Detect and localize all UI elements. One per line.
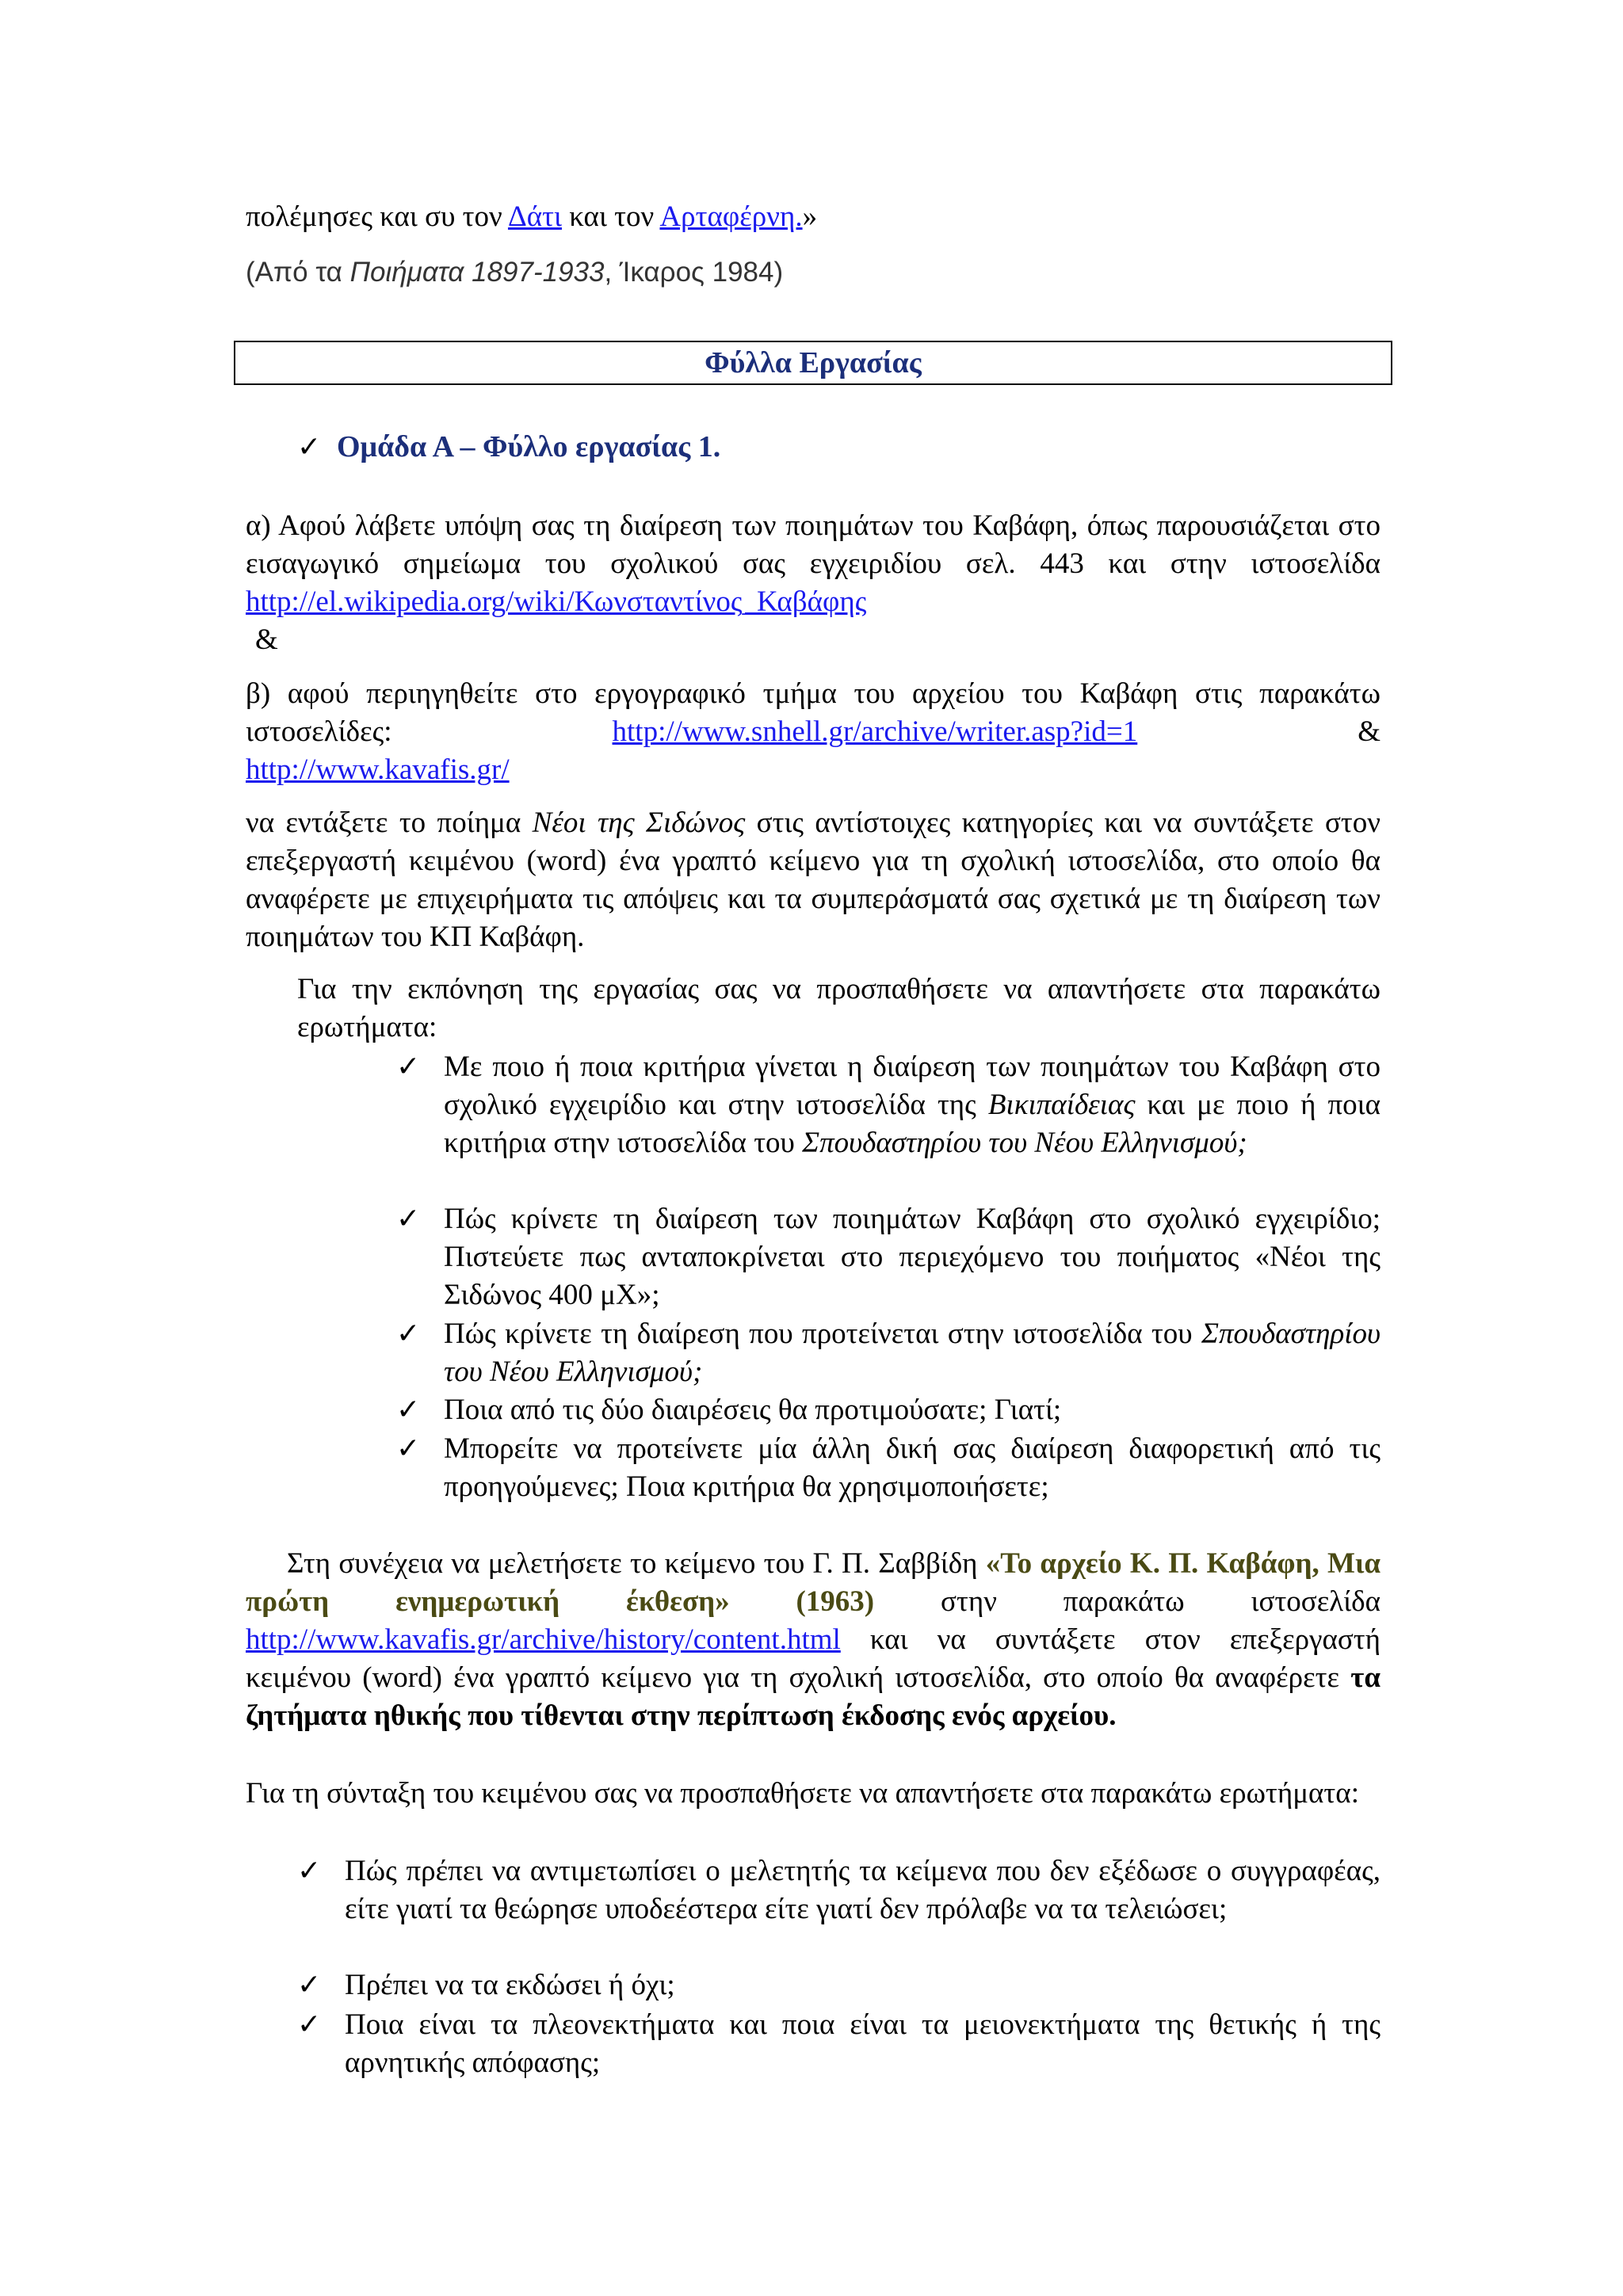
list-item-text: Ποια είναι τα πλεονεκτήματα και ποια είναι τα μειονεκτήματα της θετικής ή της αρνητικής απόφασης; xyxy=(345,2008,1381,2079)
list-item-text xyxy=(436,1200,1381,1314)
text-span: Με ποιο ή ποια κριτήρια γίνεται η διαίρεση των ποιημάτων του Καβάφη στο σχολικό εγχειρίδιο και στην ιστοσελίδα της xyxy=(444,1051,1381,1121)
article-title: «Το αρχείο Κ. Π. Καβάφη, Μια πρώτη ενημερωτική έκθεση» (1963) xyxy=(246,1547,1381,1618)
paragraph-d: Για την εκπόνηση της εργασίας σας να προσπαθήσετε να απαντήσετε στα παρακάτω ερωτήματα: xyxy=(297,973,1381,1043)
text-span: και να συντάξετε στον επεξεργαστή κειμένου (word) ένα γραπτό κείμενο για τη σχολική ιστοσελίδα, στο οποίο θα αναφέρετε xyxy=(246,1623,1381,1694)
list-item-text: Πώς πρέπει να αντιμετωπίσει ο μελετητής τα κείμενα που δεν εξέδωσε ο συγγραφέας, είτε γιατί τα θεώρησε υποδεέστερα είτε γιατί δεν πρόλαβε να τα τελειώσει; xyxy=(345,1855,1381,1925)
text-span: Στη συνέχεια να μελετήσετε το κείμενο του Γ. Π. Σαββίδη xyxy=(287,1547,986,1580)
text-span: β) αφού περιηγηθείτε στο εργογραφικό τμήμα του αρχείου του Καβάφη στις παρακάτω ιστοσελίδες: xyxy=(246,677,1381,748)
list-item-text xyxy=(436,1391,1381,1429)
list-item-text xyxy=(436,1315,1381,1391)
section-title: Φύλλα Εργασίας xyxy=(705,346,922,379)
list-item xyxy=(297,1966,1381,2004)
paragraph-a xyxy=(246,507,1381,621)
checkmark-icon: ✓ xyxy=(297,1855,322,1887)
list-item xyxy=(396,1315,1381,1391)
checkmark-icon: ✓ xyxy=(396,1203,421,1235)
section-title-box xyxy=(234,341,1392,385)
checkmark-icon: ✓ xyxy=(297,431,322,463)
paragraph-b xyxy=(246,675,1381,789)
paragraph-c xyxy=(246,804,1381,956)
list-item xyxy=(396,1430,1381,1506)
bold-text: τα ζητήματα ηθικής που τίθενται στην περίπτωση έκδοσης ενός αρχείου. xyxy=(246,1661,1381,1732)
paragraph-e xyxy=(246,1545,1381,1735)
checkmark-icon: ✓ xyxy=(396,1432,421,1465)
text-span: πολέμησες και συ τον xyxy=(246,200,508,233)
checkmark-icon: ✓ xyxy=(297,1969,322,2001)
em-text: Σπουδαστηρίου του Νέου Ελληνισμού; xyxy=(444,1318,1381,1388)
link-artaferni[interactable]: Αρταφέρνη. xyxy=(659,200,803,233)
text-span: (Από τα xyxy=(246,257,350,288)
link-wikipedia[interactable]: http://el.wikipedia.org/wiki/Κωνσταντίνος_Καβάφης xyxy=(246,585,867,618)
poem-closing-line xyxy=(246,198,1395,236)
list-item xyxy=(297,1852,1381,1928)
paragraph-f: Για τη σύνταξη του κειμένου σας να προσπαθήσετε να απαντήσετε στα παρακάτω ερωτήματα: xyxy=(246,1777,1359,1810)
list-item-text xyxy=(436,1430,1381,1506)
text-span: Μπορείτε να προτείνετε μία άλλη δική σας διαίρεση διαφορετική από τις προηγούμενες; Ποια κριτήρια θα χρησιμοποιήσετε; xyxy=(444,1432,1381,1503)
text-span: στις αντίστοιχες κατηγορίες και να συντάξετε στον επεξεργαστή κειμένου (word) ένα γραπτό κείμενο για τη σχολική ιστοσελίδα, στο οποίο θα αναφέρετε με επιχειρήματα τις απόψεις και τα συμπεράσματά σας σχετικά με τη διαίρεση των ποιημάτων του ΚΠ Καβάφη. xyxy=(246,807,1381,953)
checkmark-icon: ✓ xyxy=(396,1394,421,1426)
group-heading xyxy=(297,428,1391,467)
checkmark-icon: ✓ xyxy=(396,1051,421,1083)
em-text: Βικιπαίδειας xyxy=(987,1089,1136,1121)
list-item xyxy=(396,1200,1381,1314)
source-title: Ποιήματα 1897-1933 xyxy=(349,257,605,288)
link-snhell[interactable]: http://www.snhell.gr/archive/writer.asp?id=1 xyxy=(612,715,1138,748)
checkmark-icon: ✓ xyxy=(396,1318,421,1350)
list-item-text xyxy=(436,1048,1381,1162)
text-span: , Ίκαρος 1984) xyxy=(604,257,784,288)
text-span: α) Αφού λάβετε υπόψη σας τη διαίρεση των ποιημάτων του Καβάφη, όπως παρουσιάζεται στο εισαγωγικό σημείωμα του σχολικού σας εγχειριδίου σελ. 443 και στην ιστοσελίδα xyxy=(246,509,1381,580)
em-text: Σπουδαστηρίου του Νέου Ελληνισμού; xyxy=(802,1127,1247,1159)
paragraph-b-text xyxy=(246,675,1381,751)
text-span: και τον xyxy=(561,200,660,233)
link-kavafis[interactable]: http://www.kavafis.gr/ xyxy=(246,753,510,786)
group-heading-text: Ομάδα Α – Φύλλο εργασίας 1. xyxy=(337,430,721,463)
text-span: να εντάξετε το ποίημα xyxy=(246,807,533,839)
ampersand: & xyxy=(255,624,278,656)
link-kavafis-archive[interactable]: http://www.kavafis.gr/archive/history/content.html xyxy=(246,1623,841,1656)
list-item xyxy=(297,2006,1381,2082)
text-span: Πώς κρίνετε τη διαίρεση που προτείνεται στην ιστοσελίδα του xyxy=(444,1318,1201,1350)
checkmark-icon: ✓ xyxy=(297,2008,322,2041)
list-item xyxy=(396,1048,1381,1162)
text-span: Πώς κρίνετε τη διαίρεση των ποιημάτων Καβάφη στο σχολικό εγχειρίδιο; Πιστεύετε πως ανταποκρίνεται στο περιεχόμενο του ποιήματος «Νέοι της Σιδώνος 400 μΧ»; xyxy=(444,1203,1381,1311)
list-item-text: Πρέπει να τα εκδώσει ή όχι; xyxy=(345,1969,675,2001)
source-citation xyxy=(246,254,1395,292)
text-span: & xyxy=(1137,715,1381,748)
text-span: και με ποιο ή ποια κριτήρια στην ιστοσελίδα του xyxy=(444,1089,1381,1159)
text-span: στην παρακάτω ιστοσελίδα xyxy=(874,1585,1381,1618)
text-span: Ποια από τις δύο διαιρέσεις θα προτιμούσατε; Γιατί; xyxy=(444,1394,1062,1426)
link-dati[interactable]: Δάτι xyxy=(507,200,562,233)
text-span: » xyxy=(802,200,818,233)
list-item xyxy=(396,1391,1381,1429)
poem-title: Νέοι της Σιδώνος xyxy=(532,807,746,839)
